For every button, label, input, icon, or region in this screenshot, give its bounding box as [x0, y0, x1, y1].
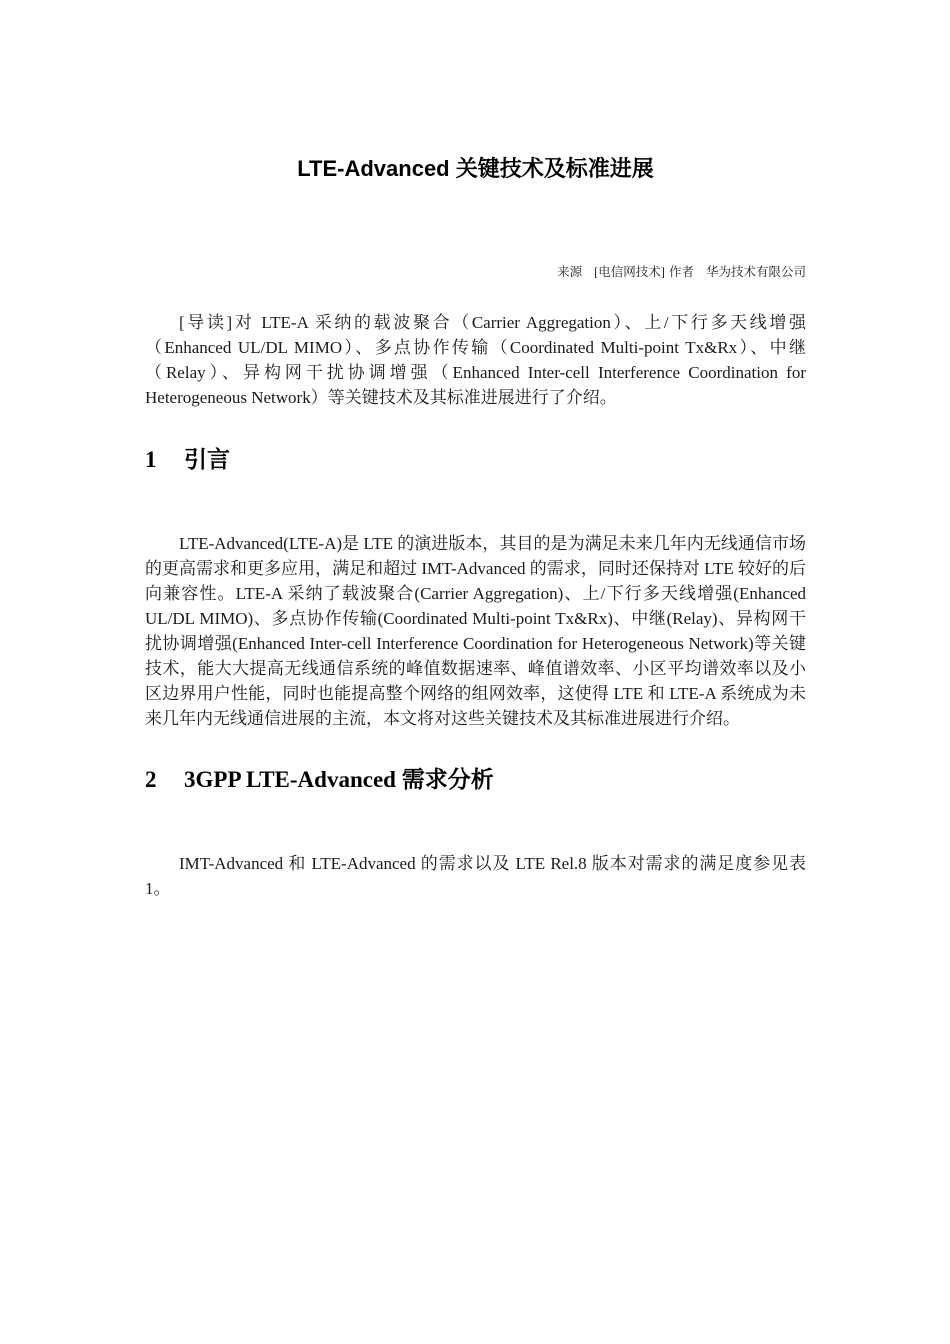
section-number: 2	[145, 767, 157, 792]
section-heading-requirements	[145, 764, 806, 796]
section-title: 3GPP LTE-Advanced 需求分析	[184, 767, 494, 792]
author-label: 作者	[668, 265, 694, 279]
source-value: [电信网技术]	[594, 265, 665, 279]
section-number: 1	[145, 447, 157, 472]
intro-paragraph: [导读]对 LTE-A 采纳的载波聚合（Carrier Aggregation）、上/下行多天线增强（Enhanced UL/DL MIMO）、多点协作传输（Coordinated Multi-point Tx&Rx）、中继（Relay）、异构网干扰协调增强（Enhanced Inter-cell Interference Coordination for Heterogeneous Network）等关键技术及其标准进展进行了介绍。	[145, 313, 806, 407]
source-label: 来源	[557, 265, 583, 279]
section-heading-introduction	[145, 444, 806, 476]
section-body-introduction: LTE-Advanced(LTE-A)是 LTE 的演进版本，其目的是为满足未来几年内无线通信市场的更高需求和更多应用，满足和超过 IMT-Advanced 的需求，同时还保持对 LTE 较好的后向兼容性。LTE-A 采纳了载波聚合(Carrier Aggregation)、上/下行多天线增强(Enhanced UL/DL MIMO)、多点协作传输(Coordinated Multi-point Tx&Rx)、中继(Relay)、异构网干扰协调增强(Enhanced Inter-cell Interference Coordination for Heterogeneous Network)等关键技术，能大大提高无线通信系统的峰值数据速率、峰值谱效率、小区平均谱效率以及小区边界用户性能，同时也能提高整个网络的组网效率，这使得 LTE 和 LTE-A 系统成为未来几年内无线通信进展的主流，本文将对这些关键技术及其标准进展进行介绍。	[145, 534, 806, 728]
section-title: 引言	[184, 447, 230, 472]
document-title: LTE-Advanced 关键技术及标准进展	[297, 156, 654, 181]
source-line	[145, 262, 806, 282]
author-value: 华为技术有限公司	[705, 265, 806, 279]
section-body-requirements: IMT-Advanced 和 LTE-Advanced 的需求以及 LTE Rel.8 版本对需求的满足度参见表 1。	[145, 854, 806, 898]
